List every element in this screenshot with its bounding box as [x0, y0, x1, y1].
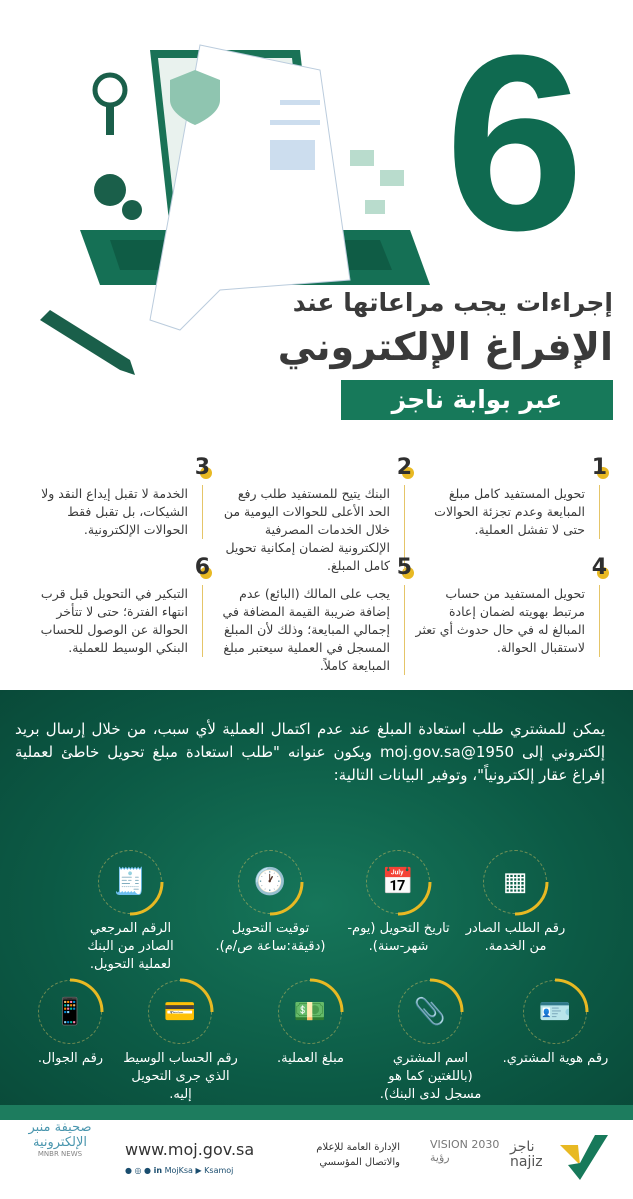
- title-najiz-banner: عبر بوابة ناجز najiz.sa: [341, 380, 613, 420]
- watermark-text: صحيفة منبر الإلكترونية: [28, 1120, 92, 1150]
- refund-item-icon-circle: [148, 980, 212, 1044]
- refund-section: [0, 690, 633, 1120]
- big-number: 6: [445, 3, 585, 282]
- dept-line1: الإدارة العامة للإعلام: [316, 1142, 400, 1153]
- dept-line2: والاتصال المؤسسي: [319, 1157, 400, 1168]
- refund-item-label: رقم الطلب الصادر من الخدمة.: [465, 921, 566, 954]
- progress-arc: [235, 847, 305, 917]
- refund-intro: يمكن للمشتري طلب استعادة المبلغ عند عدم اكتمال العملية لأي سبب، من خلال إرسال بريد إلكتروني إلى 1950@moj.gov.sa ويكون عنوانه "طلب استعادة مبلغ تحويل خاطئ لعملية إفراغ عقار إلكترونياً"، وتوفير البيانات التالية:: [15, 720, 605, 784]
- refund-item-icon-circle: [98, 850, 162, 914]
- mobile-phone-icon: 📱: [53, 997, 87, 1027]
- id-card-icon: 🪪: [538, 997, 572, 1027]
- paperclip-document-icon: 📎: [413, 997, 447, 1027]
- step-3: [21, 455, 210, 539]
- refund-item-label: رقم الجوال.: [37, 1051, 104, 1066]
- footer-stripe: [0, 1105, 633, 1121]
- refund-item-icon-circle: [238, 850, 302, 914]
- calendar-icon: 📅: [381, 867, 415, 897]
- footer: [0, 1120, 633, 1199]
- step-4: [415, 555, 607, 657]
- progress-arc: [95, 847, 165, 917]
- step-text: الخدمة لا تقبل إيداع النقد ولا الشيكات، بل تقبل فقط الحوالات الإلكترونية.: [41, 486, 188, 537]
- social-handle-1: MojKsa: [164, 1166, 193, 1175]
- title-line2: الإفراغ الإلكتروني: [277, 325, 613, 369]
- refund-item-label: رقم هوية المشتري.: [502, 1051, 609, 1066]
- step-text: تحويل المستفيد كامل مبلغ المبايعة وعدم تجزئة الحوالات حتى لا تفشل العملية.: [434, 486, 585, 537]
- refund-item-label: تاريخ التحويل (يوم-شهر-سنة).: [347, 921, 450, 954]
- step-1: [415, 455, 607, 539]
- step-number: 3: [194, 455, 210, 480]
- watermark-en: MNBR NEWS: [37, 1150, 83, 1158]
- progress-arc: [520, 977, 590, 1047]
- najiz-ar: ناجز: [510, 1139, 535, 1155]
- website-link[interactable]: www.moj.gov.sa: [125, 1140, 255, 1159]
- progress-arc: [275, 977, 345, 1047]
- vision-2030-logo: VISION 2030 رؤية: [430, 1138, 500, 1164]
- title-line1: إجراءات يجب مراعاتها عند: [292, 288, 613, 317]
- watermark-logo: [5, 1120, 115, 1195]
- bank-cards-icon: 💳: [163, 997, 197, 1027]
- progress-arc: [35, 977, 105, 1047]
- step-6: [21, 555, 210, 657]
- refund-item-label: مبلغ العملية.: [277, 1051, 344, 1066]
- step-number: 6: [194, 555, 210, 580]
- refund-item-label: توقيت التحويل (دقيقة:ساعة ص/م).: [215, 921, 326, 954]
- cash-icon: 💵: [293, 997, 327, 1027]
- progress-arc: [363, 847, 433, 917]
- progress-arc: [395, 977, 465, 1047]
- step-number: 2: [396, 455, 412, 480]
- progress-arc: [480, 847, 550, 917]
- social-handle-2: Ksamoj: [204, 1166, 234, 1175]
- step-number: 1: [591, 455, 607, 480]
- social-links[interactable]: ● ◎ ● in MojKsa ▶ Ksamoj: [125, 1166, 234, 1175]
- step-2: [215, 455, 412, 575]
- refund-item-icon-circle: [398, 980, 462, 1044]
- step-text: تحويل المستفيد من حساب مرتبط بهويته لضمان إعادة المبالغ له في حال حدوث أي تعثر لاستقبال الحوالة.: [415, 586, 585, 655]
- najiz-en: najiz: [510, 1154, 543, 1170]
- clock-icon: 🕐: [253, 867, 287, 897]
- najiz-logo: [510, 1140, 543, 1170]
- refund-item-label: اسم المشتري (باللغتين كما هو مسجل لدى البنك).: [379, 1051, 482, 1102]
- step-text: يجب على المالك (البائع) عدم إضافة ضريبة القيمة المضافة في إجمالي المبايعة؛ وذلك لأن المبلغ المسجل في العملية سيعتبر مبلغ المبايعة كاملاً.: [222, 586, 390, 673]
- refund-item-icon-circle: [523, 980, 587, 1044]
- document-table-icon: ▦: [502, 867, 528, 897]
- step-number: 4: [591, 555, 607, 580]
- refund-item-label: الرقم المرجعي الصادر من البنك لعملية التحويل.: [87, 921, 174, 972]
- refund-item-label: رقم الحساب الوسيط الذي جرى التحويل إليه.: [123, 1051, 238, 1102]
- dept-name: [290, 1140, 400, 1170]
- receipt-icon: 🧾: [113, 867, 147, 897]
- refund-item-icon-circle: [38, 980, 102, 1044]
- step-number: 5: [396, 555, 412, 580]
- najiz-check-icon: [560, 1135, 610, 1180]
- progress-arc: [145, 977, 215, 1047]
- refund-item-icon-circle: [483, 850, 547, 914]
- step-5: [215, 555, 412, 675]
- refund-item-icon-circle: [278, 980, 342, 1044]
- step-text: التبكير في التحويل قبل قرب انتهاء الفترة؛ حتى لا تتأخر الحوالة عن الوصول للحساب البنكي الوسيط للعملية.: [40, 586, 188, 655]
- refund-item-icon-circle: [366, 850, 430, 914]
- step-text: البنك يتيح للمستفيد طلب رفع الحد الأعلى للحوالات اليومية من خلال الخدمات المصرفية الإلكترونية لضمان إمكانية تحويل كامل المبلغ.: [223, 486, 390, 573]
